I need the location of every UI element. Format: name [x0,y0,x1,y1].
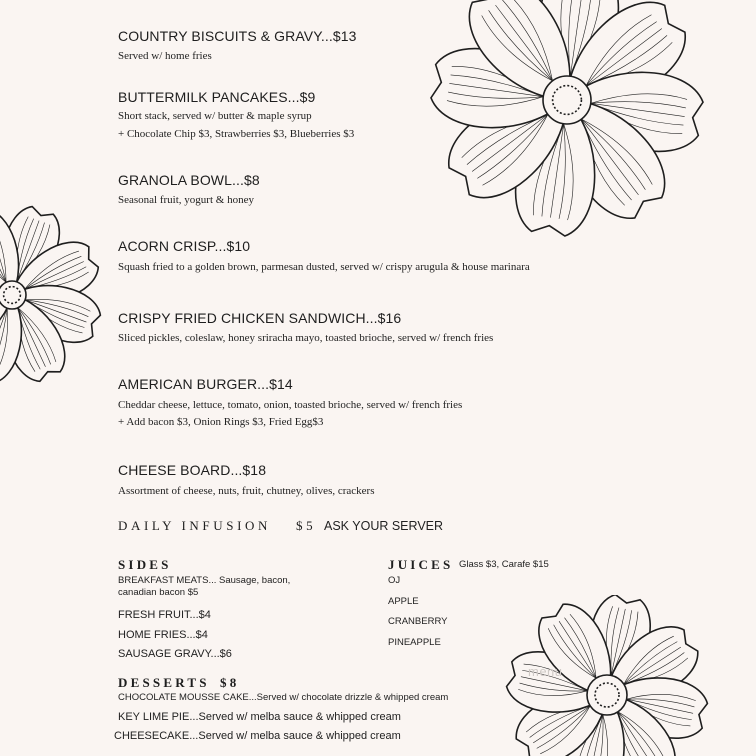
item-title: AMERICAN BURGER...$14 [118,376,293,392]
watermark: menu [528,664,563,679]
desserts-heading: DESSERTS [118,675,210,690]
item-title: COUNTRY BISCUITS & GRAVY...$13 [118,28,357,44]
sides-heading: SIDES [118,557,172,572]
side-item: BREAKFAST MEATS... Sausage, bacon, [118,575,291,586]
item-desc: Cheddar cheese, lettuce, tomato, onion, toasted brioche, served w/ french fries [118,399,463,411]
dessert-item: CHOCOLATE MOUSSE CAKE...Served w/ chocolate drizzle & whipped cream [118,692,449,703]
item-title: CRISPY FRIED CHICKEN SANDWICH...$16 [118,310,402,326]
item-title: BUTTERMILK PANCAKES...$9 [118,89,316,105]
item-desc: Short stack, served w/ butter & maple syrup [118,110,312,122]
desserts-price: $8 [220,675,240,690]
item-desc: Served w/ home fries [118,50,212,62]
flower-left-icon [0,195,110,415]
side-item: SAUSAGE GRAVY...$6 [118,648,232,660]
juice-item: CRANBERRY [388,616,448,627]
dessert-item: CHEESECAKE...Served w/ melba sauce & whipped cream [114,730,401,742]
item-desc: Assortment of cheese, nuts, fruit, chutney, olives, crackers [118,485,375,497]
item-title: CHEESE BOARD...$18 [118,462,267,478]
juices-heading: JUICES [388,557,454,572]
item-title: ACORN CRISP...$10 [118,238,251,254]
daily-infusion-note: ASK YOUR SERVER [324,519,444,533]
daily-infusion-price: $5 [296,518,317,533]
juice-item: PINEAPPLE [388,637,441,648]
item-desc: Sliced pickles, coleslaw, honey sriracha mayo, toasted brioche, served w/ french fries [118,332,494,344]
item-desc: Seasonal fruit, yogurt & honey [118,194,254,206]
side-item: canadian bacon $5 [118,587,199,598]
flower-top-right-icon [415,0,705,250]
juice-item: APPLE [388,596,419,607]
dessert-item: KEY LIME PIE...Served w/ melba sauce & whipped cream [118,711,401,723]
side-item: FRESH FRUIT...$4 [118,609,211,621]
item-title: GRANOLA BOWL...$8 [118,172,260,188]
item-desc: + Chocolate Chip $3, Strawberries $3, Blueberries $3 [118,128,355,140]
daily-infusion-label: DAILY INFUSION [118,518,271,533]
item-desc: + Add bacon $3, Onion Rings $3, Fried Egg$3 [118,416,324,428]
item-desc: Squash fried to a golden brown, parmesan dusted, served w/ crispy arugula & house marinara [118,261,530,273]
side-item: HOME FRIES...$4 [118,629,208,641]
juice-item: OJ [388,575,401,586]
juices-note: Glass $3, Carafe $15 [459,559,549,570]
